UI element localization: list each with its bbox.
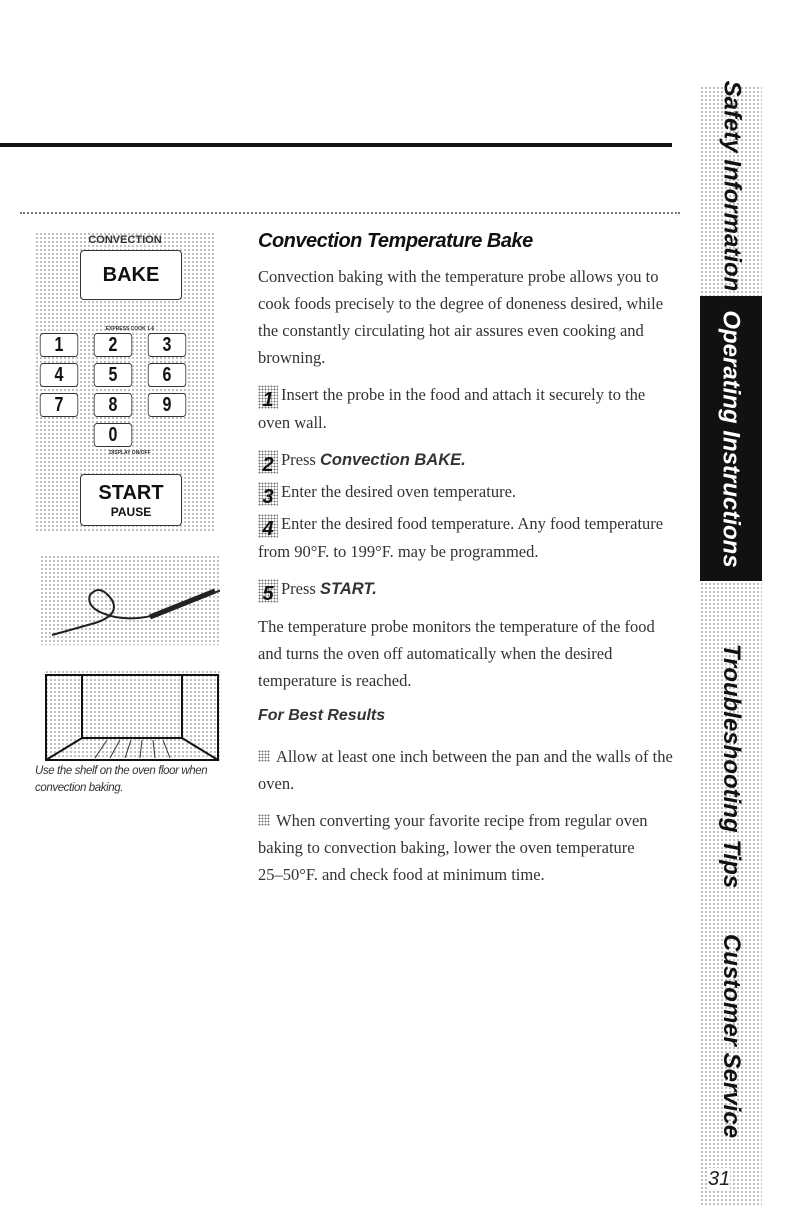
- step-text: Press: [281, 450, 320, 469]
- step-2: [258, 446, 678, 474]
- intro-paragraph: Convection baking with the temperature probe allows you to cook foods precisely to the degree of doneness desired, while the constantly circulating hot air assures even cooking and browning.: [258, 267, 664, 367]
- key-0: 0: [94, 423, 132, 447]
- step-bold: START.: [319, 580, 377, 598]
- main-text: [258, 263, 678, 888]
- express-cook-label: EXPRESS COOK 1-6: [105, 326, 155, 332]
- tab-safety-information[interactable]: Safety Information: [718, 80, 746, 292]
- illustration-caption: Use the shelf on the oven floor when convection baking.: [35, 765, 208, 794]
- convection-label: CONVECTION: [88, 234, 162, 246]
- step-text: Press: [281, 579, 320, 598]
- bake-key: BAKE: [80, 250, 182, 300]
- step-bold: Convection BAKE.: [319, 451, 466, 469]
- bullet-icon: [258, 750, 270, 762]
- step-4: [258, 510, 678, 565]
- temperature-probe-icon: [40, 555, 220, 645]
- step-text: Insert the probe in the food and attach it securely to the oven wall.: [258, 385, 646, 432]
- step-5: [258, 575, 678, 603]
- key-5: 5: [94, 363, 132, 387]
- step-number-4: 4: [258, 514, 278, 538]
- step-text: Enter the desired oven temperature.: [281, 482, 517, 501]
- key-1: 1: [40, 333, 78, 357]
- side-tabs: [700, 80, 762, 1206]
- step-number-2: 2: [258, 450, 278, 474]
- key-6: 6: [148, 363, 186, 387]
- step-text: Enter the desired food temperature. Any food temperature from 90°F. to 199°F. may be programmed.: [258, 514, 664, 561]
- tab-customer-service[interactable]: Customer Service: [718, 933, 745, 1139]
- tab-troubleshooting-tips[interactable]: Troubleshooting Tips: [718, 643, 746, 889]
- top-rule: [0, 143, 672, 147]
- page-number: 31: [708, 1168, 731, 1190]
- step-number-1: 1: [258, 385, 278, 409]
- bullet-icon: [258, 814, 270, 826]
- key-4: 4: [40, 363, 78, 387]
- step-number-3: 3: [258, 482, 278, 506]
- start-label: START: [98, 482, 164, 504]
- start-pause-key: [80, 474, 182, 526]
- pause-label: PAUSE: [110, 505, 152, 519]
- key-9: 9: [148, 393, 186, 417]
- best-results-heading: For Best Results: [258, 707, 386, 724]
- step-1: [258, 381, 678, 436]
- key-2: 2: [94, 333, 132, 357]
- key-3: 3: [148, 333, 186, 357]
- tip-2: When converting your favorite recipe from regular oven baking to convection baking, lower the oven temperature 25–50°F. and check food at minimum time.: [258, 811, 648, 884]
- step-3: [258, 478, 678, 506]
- section-heading: Convection Temperature Bake: [258, 230, 533, 252]
- control-panel-illustration: [35, 232, 215, 532]
- key-7: 7: [40, 393, 78, 417]
- section-heading-wrap: [258, 230, 533, 253]
- dotted-divider: [20, 212, 680, 214]
- tab-operating-instructions[interactable]: Operating Instructions: [700, 296, 762, 581]
- outro-paragraph: The temperature probe monitors the temperature of the food and turns the oven off automatically when the desired temperature is reached.: [258, 617, 655, 690]
- step-number-5: 5: [258, 579, 278, 603]
- display-label: DISPLAY ON/OFF: [109, 450, 151, 456]
- tip-1: Allow at least one inch between the pan and the walls of the oven.: [258, 747, 673, 793]
- key-8: 8: [94, 393, 132, 417]
- oven-cavity-icon: [45, 670, 220, 762]
